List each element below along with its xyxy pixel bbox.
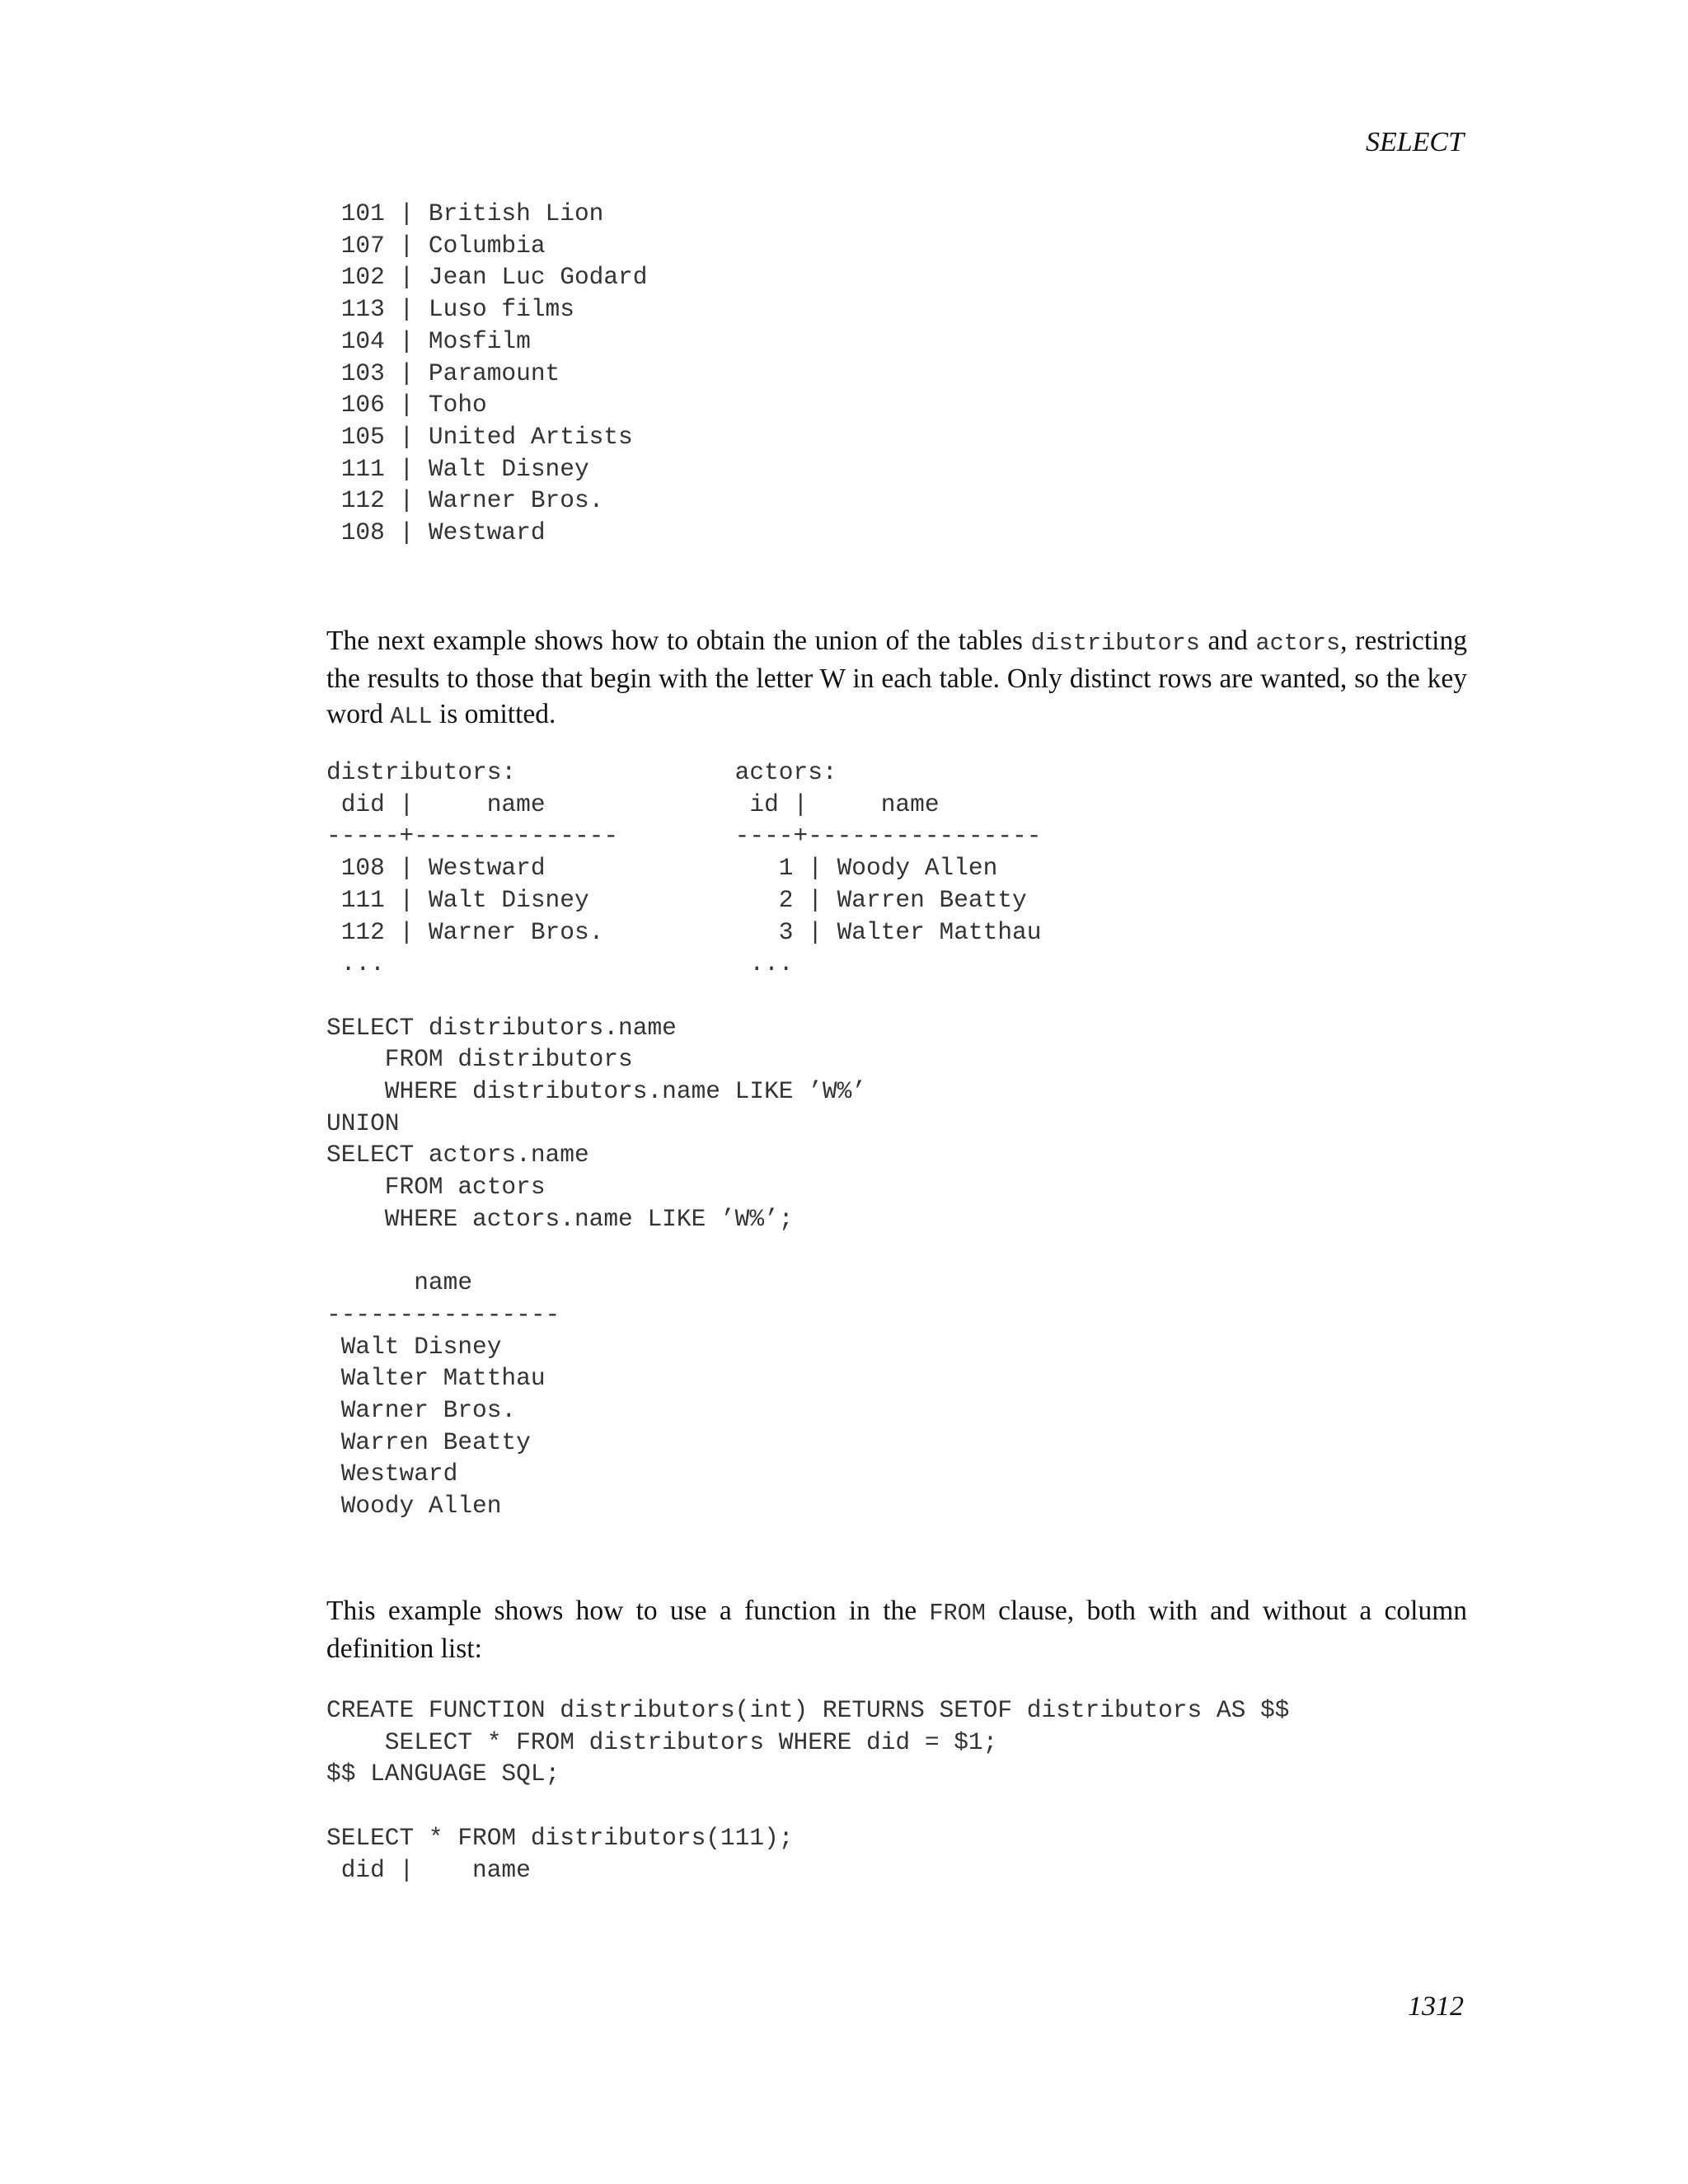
running-header: SELECT	[1365, 127, 1464, 157]
paragraph-text: , restricting the results to those that begin with the letter W in each table. Only distinct rows are wanted, so the key word	[326, 626, 1467, 729]
paragraph-text: The next example shows how to obtain the union of the tables	[326, 626, 1031, 656]
paragraph-text: and	[1199, 626, 1256, 656]
inline-code: distributors	[1030, 630, 1200, 657]
inline-code: ALL	[390, 703, 433, 730]
inline-code: actors	[1255, 630, 1341, 657]
code-block-union-example: distributors: actors: did | name id | name -----+-------------- ----+---------------- 108 | Westward 1 | Woody Allen 111 | Walt Disney 2 | Warren Beatty 112 | Warner Bros. 3 | Walter Matthau ... ... SELECT distributors.name FROM distributors WHERE distributors.name LIKE ’W%’ UNION SELECT actors.name FROM actors WHERE actors.name LIKE ’W%’; name ---------------- Walt Disney Walter Matthau Warner Bros. Warren Beatty Westward Woody Allen	[326, 758, 1042, 1521]
inline-code: FROM	[929, 1600, 986, 1627]
paragraph-union-example	[326, 623, 1467, 734]
code-block-function-example: CREATE FUNCTION distributors(int) RETURNS SETOF distributors AS $$ SELECT * FROM distributors WHERE did = $1; $$ LANGUAGE SQL; SELECT * FROM distributors(111); did | name	[326, 1696, 1290, 1884]
paragraph-text: is omitted.	[432, 699, 556, 729]
page-number: 1312	[1408, 1991, 1464, 2022]
paragraph-text: This example shows how to use a function in the	[326, 1596, 930, 1626]
paragraph-text: clause, both with and without a column definition list:	[326, 1596, 1467, 1664]
paragraph-function-example	[326, 1593, 1467, 1666]
code-block-distributor-list: 101 | British Lion 107 | Columbia 102 | Jean Luc Godard 113 | Luso films 104 | Mosfilm 103 | Paramount 106 | Toho 105 | United Artists 111 | Walt Disney 112 | Warner Bros. 108 | Westward	[340, 199, 648, 547]
